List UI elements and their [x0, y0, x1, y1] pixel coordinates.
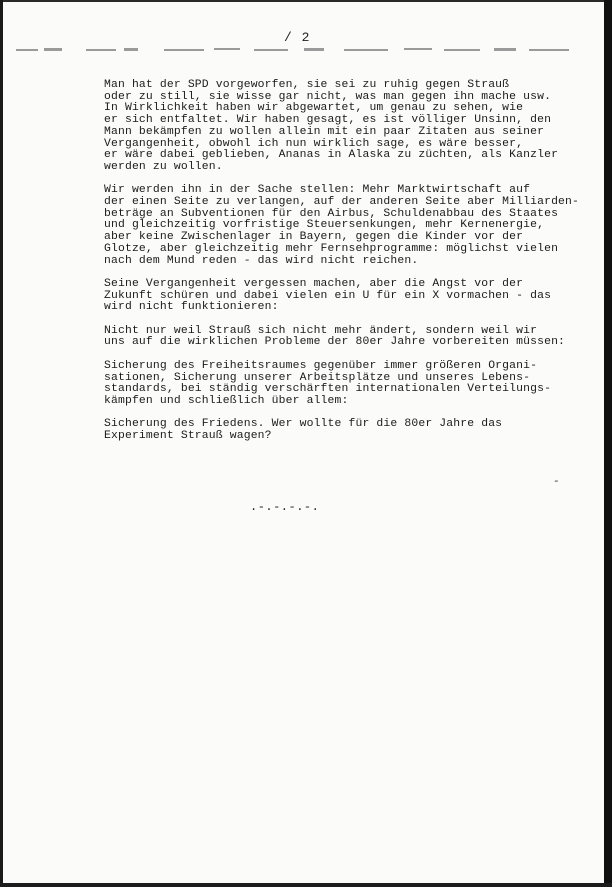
text-line: Man hat der SPD vorgeworfen, sie sei zu ruhig gegen Strauß: [104, 79, 510, 91]
paragraph: [104, 80, 604, 174]
text-line: Mann bekämpfen zu wollen allein mit ein paar Zitaten aus seiner: [104, 125, 545, 138]
text-line: Wir werden ihn in der Sache stellen: Mehr Marktwirtschaft auf: [104, 184, 531, 197]
scan-edge-top: [0, 0, 612, 2]
text-line: und gleichzeitig vorfristige Steuersenkungen, mehr Kernenergie,: [104, 219, 545, 232]
scan-edge-left: [0, 0, 3, 887]
margin-mark-glyph: -: [553, 476, 560, 488]
text-line: aber keine Zwischenlager in Bayern, gegen die Kinder vor der: [104, 231, 524, 244]
text-line: Seine Vergangenheit vergessen machen, aber die Angst vor der: [104, 277, 524, 290]
text-line: er sich entfaltet. Wir haben gesagt, es ist völliger Unsinn, den: [104, 114, 552, 127]
text-line: oder zu still, sie wisse gar nicht, was man gegen ihn mache usw.: [104, 90, 552, 103]
text-line: Vergangenheit, obwohl ich nun wirklich sage, es wäre besser,: [104, 137, 524, 150]
text-line: er wäre dabei geblieben, Ananas in Alaska zu züchten, als Kanzler: [104, 149, 559, 162]
header-scan-noise: [14, 44, 590, 56]
text-line: Zukunft schüren und dabei vielen ein U für ein X vormachen - das: [104, 289, 552, 302]
letter-body: [104, 80, 604, 454]
margin-mark: [553, 478, 560, 486]
text-line: der einen Seite zu verlangen, auf der anderen Seite aber Milliarden-: [104, 196, 580, 209]
text-line: uns auf die wirklichen Probleme der 80er Jahre vorbereiten müssen:: [104, 336, 566, 349]
paragraph: [104, 326, 604, 349]
text-line: wird nicht funktionieren:: [104, 301, 279, 314]
text-line: In Wirklichkeit haben wir abgewartet, um genau zu sehen, wie: [104, 102, 524, 115]
text-line: Sicherung des Friedens. Wer wollte für die 80er Jahre das: [104, 418, 503, 431]
scan-edge-right: [604, 0, 612, 887]
text-line: sationen, Sicherung unserer Arbeitsplätze und unseres Lebens-: [104, 371, 531, 384]
paragraph: [104, 279, 604, 314]
paragraph: [104, 185, 604, 267]
text-line: beträge an Subventionen für den Airbus, Schuldenabbau des Staates: [104, 207, 559, 220]
paragraph: [104, 419, 604, 442]
text-line: kämpfen und schließlich über allem:: [104, 394, 349, 407]
text-line: werden zu wollen.: [104, 160, 223, 173]
page-number: / 2: [284, 30, 311, 45]
scan-edge-bottom: [0, 883, 612, 887]
text-line: Glotze, aber gleichzeitig mehr Fernsehprogramme: möglichst vielen: [104, 242, 559, 255]
end-of-text-mark: .-.-.-.-.: [250, 500, 320, 514]
text-line: nach dem Mund reden - das wird nicht reichen.: [104, 254, 419, 267]
text-line: Nicht nur weil Strauß sich nicht mehr ändert, sondern weil wir: [104, 324, 538, 337]
text-line: Experiment Strauß wagen?: [104, 430, 272, 443]
text-line: standards, bei ständig verschärften internationalen Verteilungs-: [104, 383, 552, 396]
paragraph: [104, 361, 604, 408]
text-line: Sicherung des Freiheitsraumes gegenüber immer größeren Organi-: [104, 359, 538, 372]
